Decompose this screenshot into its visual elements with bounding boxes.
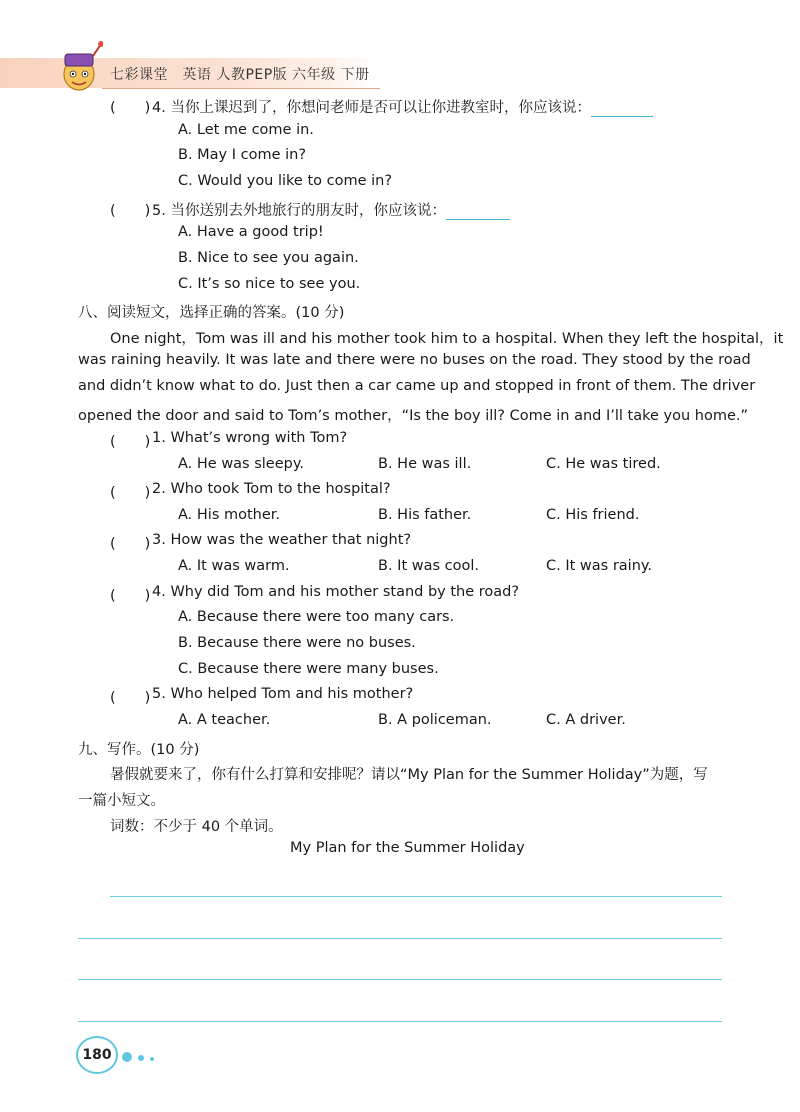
- writing-line-1[interactable]: [110, 896, 722, 897]
- q8-2-option-c: C. His friend.: [546, 507, 640, 523]
- q8-1-option-a: A. He was sleepy.: [178, 456, 304, 472]
- q8-1-option-c: C. He was tired.: [546, 456, 661, 472]
- q8-4-option-a: A. Because there were too many cars.: [178, 609, 455, 625]
- mascot-icon: [55, 40, 103, 96]
- q8-1-option-b: B. He was ill.: [378, 456, 472, 472]
- q8-3-stem: 3. How was the weather that night?: [152, 532, 412, 548]
- section9-heading: 九、写作。(10 分): [78, 742, 200, 758]
- q8-5-stem: 5. Who helped Tom and his mother?: [152, 686, 414, 702]
- footer-dot-icon: [122, 1052, 132, 1062]
- q7-4-option-a: A. Let me come in.: [178, 122, 314, 138]
- q8-3-option-b: B. It was cool.: [378, 558, 479, 574]
- section8-heading: 八、阅读短文，选择正确的答案。(10 分): [78, 305, 345, 321]
- writing-line-2[interactable]: [78, 938, 722, 939]
- q8-2-option-a: A. His mother.: [178, 507, 281, 523]
- passage-line-4: opened the door and said to Tom’s mother，“Is the boy ill? Come in and I’ll take you home.”: [78, 408, 748, 424]
- q8-4-option-c: C. Because there were many buses.: [178, 661, 439, 677]
- essay-title: My Plan for the Summer Holiday: [290, 840, 525, 856]
- q8-5-option-a: A. A teacher.: [178, 712, 271, 728]
- q8-4-option-b: B. Because there were no buses.: [178, 635, 416, 651]
- q7-5-option-c: C. It’s so nice to see you.: [178, 276, 361, 292]
- q7-5-stem: 5. 当你送别去外地旅行的朋友时，你应该说：: [152, 199, 510, 220]
- q8-3-bracket: ( ): [110, 536, 151, 552]
- q8-2-bracket: ( ): [110, 485, 151, 501]
- q7-4-bracket: ( ): [110, 100, 151, 116]
- writing-line-4[interactable]: [78, 1021, 722, 1022]
- writing-prompt-line-2: 一篇小短文。: [78, 793, 165, 809]
- q8-5-option-c: C. A driver.: [546, 712, 626, 728]
- answer-blank[interactable]: [446, 205, 510, 220]
- q8-1-bracket: ( ): [110, 434, 151, 450]
- header-divider: [102, 88, 380, 89]
- q7-5-option-a: A. Have a good trip!: [178, 224, 324, 240]
- header-title: 七彩课堂 英语 人教PEP版 六年级 下册: [110, 67, 370, 83]
- q8-1-stem: 1. What’s wrong with Tom?: [152, 430, 348, 446]
- writing-prompt-line-1: 暑假就要来了，你有什么打算和安排呢？请以“My Plan for the Summer Holiday”为题，写: [110, 767, 708, 783]
- footer-dot-icon: [150, 1057, 154, 1061]
- answer-blank[interactable]: [591, 102, 653, 117]
- q8-3-option-a: A. It was warm.: [178, 558, 290, 574]
- q7-5-bracket: ( ): [110, 203, 151, 219]
- page-number: 180: [76, 1036, 118, 1074]
- q8-3-option-c: C. It was rainy.: [546, 558, 653, 574]
- q8-4-bracket: ( ): [110, 588, 151, 604]
- q8-5-bracket: ( ): [110, 690, 151, 706]
- q7-4-option-c: C. Would you like to come in?: [178, 173, 393, 189]
- passage-line-2: was raining heavily. It was late and there were no buses on the road. They stood by the road: [78, 352, 751, 368]
- q8-2-stem: 2. Who took Tom to the hospital?: [152, 481, 391, 497]
- passage-line-1: One night，Tom was ill and his mother took him to a hospital. When they left the hospital，it: [110, 331, 784, 347]
- q7-5-option-b: B. Nice to see you again.: [178, 250, 359, 266]
- q8-2-option-b: B. His father.: [378, 507, 472, 523]
- q7-4-option-b: B. May I come in?: [178, 147, 307, 163]
- writing-line-3[interactable]: [78, 979, 722, 980]
- q8-5-option-b: B. A policeman.: [378, 712, 492, 728]
- passage-line-3: and didn’t know what to do. Just then a car came up and stopped in front of them. The driver: [78, 378, 756, 394]
- word-count-requirement: 词数：不少于 40 个单词。: [110, 819, 283, 835]
- footer-dot-icon: [138, 1055, 144, 1061]
- q8-4-stem: 4. Why did Tom and his mother stand by the road?: [152, 584, 520, 600]
- q7-4-stem: 4. 当你上课迟到了，你想问老师是否可以让你进教室时，你应该说：: [152, 96, 653, 117]
